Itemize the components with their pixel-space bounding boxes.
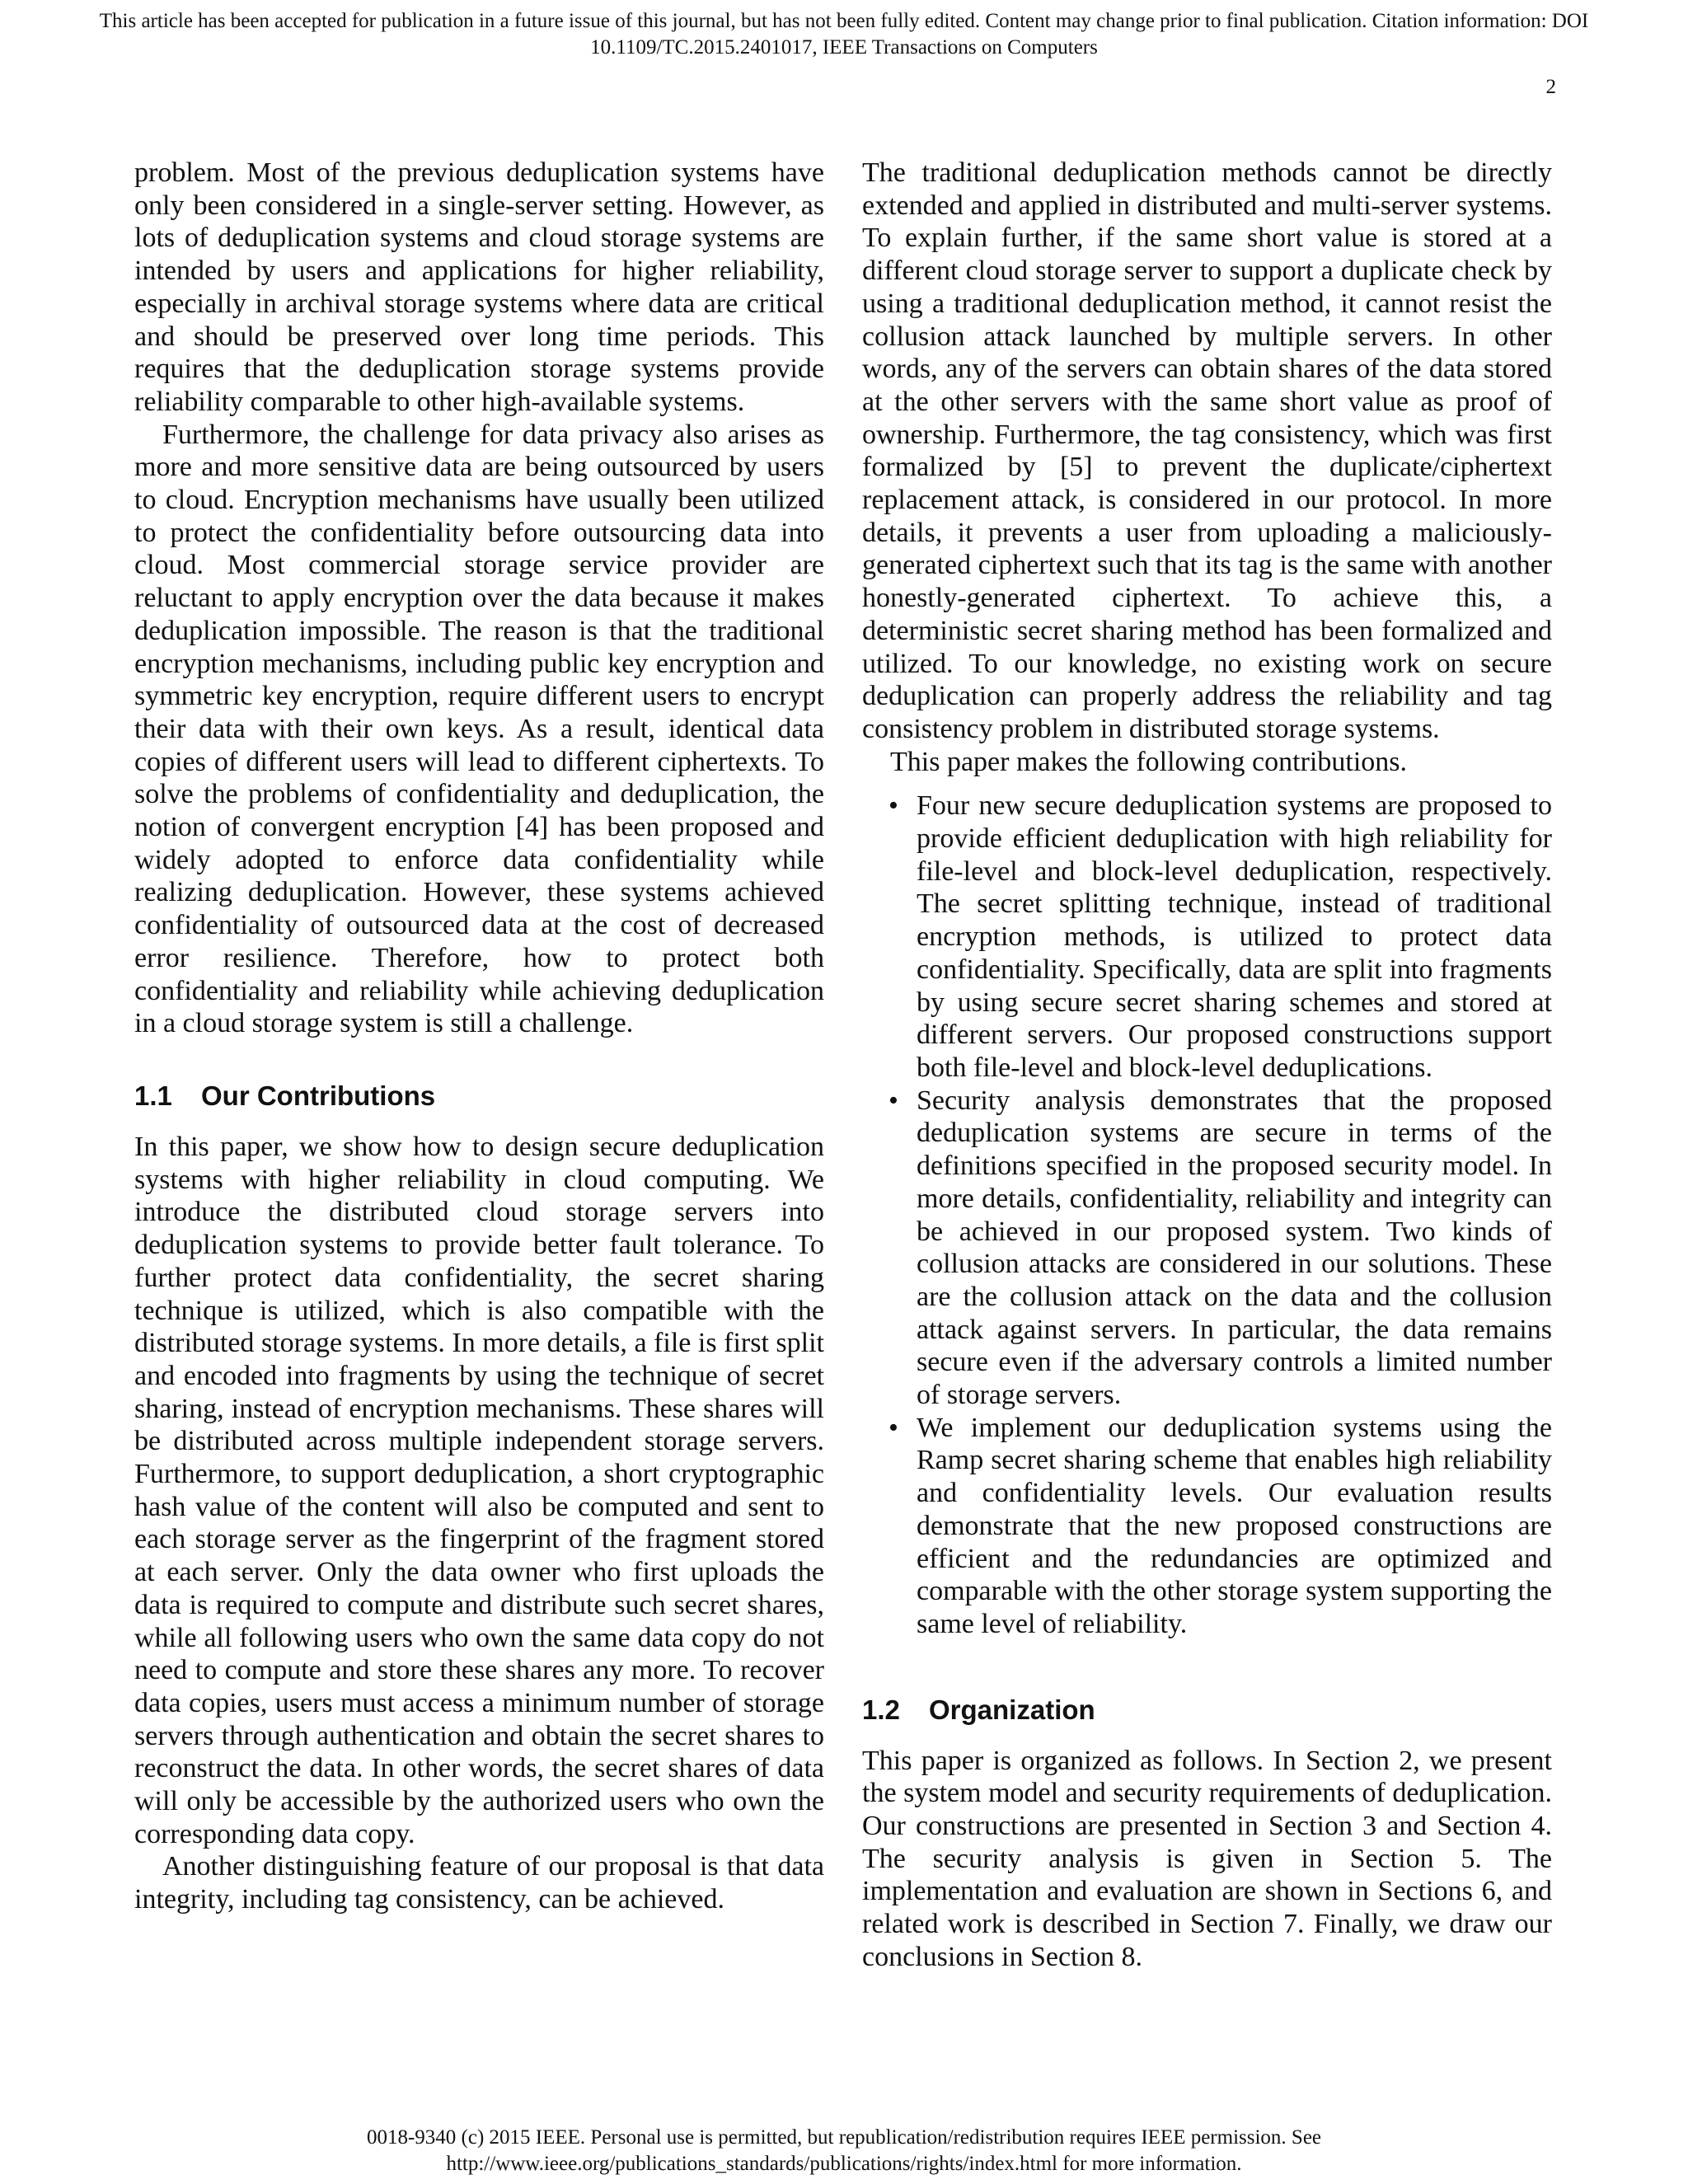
list-item: • We implement our deduplication systems using the Ramp secret sharing scheme that enables high reliability and confidentiality levels. Our evaluation results demonstrate that the new proposed constructions are efficient and the redundancies are optimized and comparable with the other storage system supporting the same level of reliability. xyxy=(917,1412,1552,1641)
section-title: Organization xyxy=(929,1694,1095,1725)
contributions-list xyxy=(862,790,1552,1640)
paragraph-organization: This paper is organized as follows. In Section 2, we present the system model and security requirements of deduplication. Our constructions are presented in Section 3 and Section 4. The security analysis is given in Section 5. The implementation and evaluation are shown in Sections 6, and related work is described in Section 7. Finally, we draw our conclusions in Section 8. xyxy=(862,1745,1552,1972)
section-title: Our Contributions xyxy=(201,1080,436,1111)
paragraph-integrity: Another distinguishing feature of our proposal is that data integrity, including tag consistency, can be achieved. xyxy=(134,1851,824,1915)
footer-url-line: http://www.ieee.org/publications_standards/publications/rights/index.html for more information. xyxy=(446,2153,1242,2175)
section-number: 1.1 xyxy=(134,1080,172,1111)
left-column xyxy=(134,157,824,1916)
paragraph-data-privacy: Furthermore, the challenge for data privacy also arises as more and more sensitive data are being outsourced by users to cloud. Encryption mechanisms have usually been utilized to protect the confidentiality before outsourcing data into cloud. Most commercial storage service provider are reluctant to apply encryption over the data because it makes deduplication impossible. The reason is that the traditional encryption mechanisms, including public key encryption and symmetric key encryption, require different users to encrypt their data with their own keys. As a result, identical data copies of different users will lead to different ciphertexts. To solve the problems of confidentiality and deduplication, the notion of convergent encryption [4] has been proposed and widely adopted to enforce data confidentiality while realizing deduplication. However, these systems achieved confidentiality of outsourced data at the cost of decreased error resilience. Therefore, how to protect both confidentiality and reliability while achieving deduplication in a cloud storage system is still a challenge. xyxy=(134,419,824,1039)
paragraph-contributions-intro: This paper makes the following contributions. xyxy=(890,746,1407,777)
list-item: • Security analysis demonstrates that the proposed deduplication systems are secure in terms of the definitions specified in the proposed security model. In more details, confidentiality, reliability and integrity can be achieved in our proposed system. Two kinds of collusion attacks are considered in our solutions. These are the collusion attack on the data and the collusion attack against servers. In particular, the data remains secure even if the adversary controls a limited number of storage servers. xyxy=(917,1085,1552,1412)
section-heading-organization xyxy=(862,1694,1552,1727)
paragraph-intro-continued: problem. Most of the previous deduplication systems have only been considered in a single-server setting. However, as lots of deduplication systems and cloud storage systems are intended by users and applications for higher reliability, especially in archival storage systems where data are critical and should be preserved over long time periods. This requires that the deduplication storage systems provide reliability comparable to other high-available systems. xyxy=(134,157,824,417)
right-column xyxy=(862,157,1552,1974)
header-citation-line: 10.1109/TC.2015.2401017, IEEE Transactions on Computers xyxy=(590,36,1098,59)
header-notice-line: This article has been accepted for publication in a future issue of this journal, but has not been fully edited. Content may change prior to final publication. Citation information: DOI xyxy=(99,10,1589,32)
footer-copyright-line: 0018-9340 (c) 2015 IEEE. Personal use is permitted, but republication/redistribution requires IEEE permission. See xyxy=(366,2126,1322,2149)
paragraph-traditional-methods: The traditional deduplication methods cannot be directly extended and applied in distributed and multi-server systems. To explain further, if the same short value is stored at a different cloud storage server to support a duplicate check by using a traditional deduplication method, it cannot resist the collusion attack launched by multiple servers. In other words, any of the servers can obtain shares of the data stored at the other servers with the same short value as proof of ownership. Furthermore, the tag consistency, which was first formalized by [5] to prevent the duplicate/ciphertext replacement attack, is considered in our protocol. In more details, it prevents a user from uploading a maliciously-generated ciphertext such that its tag is the same with another honestly-generated ciphertext. To achieve this, a deterministic secret sharing method has been formalized and utilized. To our knowledge, no existing work on secure deduplication can properly address the reliability and tag consistency problem in distributed storage systems. xyxy=(862,157,1552,744)
list-item: • Four new secure deduplication systems are proposed to provide efficient deduplication with high reliability for file-level and block-level deduplication, respectively. The secret splitting technique, instead of traditional encryption methods, is utilized to protect data confidentiality. Specifically, data are split into fragments by using secure secret sharing schemes and stored at different servers. Our proposed constructions support both file-level and block-level deduplications. xyxy=(917,790,1552,1084)
section-heading-contributions xyxy=(134,1080,824,1113)
section-number: 1.2 xyxy=(862,1694,900,1725)
journal-header xyxy=(0,8,1688,61)
paragraph-contributions-overview: In this paper, we show how to design secure deduplication systems with higher reliability in cloud computing. We introduce the distributed cloud storage servers into deduplication systems to provide better fault tolerance. To further protect data confidentiality, the secret sharing technique is utilized, which is also compatible with the distributed storage systems. In more details, a file is first split and encoded into fragments by using the technique of secret sharing, instead of encryption mechanisms. These shares will be distributed across multiple independent storage servers. Furthermore, to support deduplication, a short cryptographic hash value of the content will also be computed and sent to each storage server as the fingerprint of the fragment stored at each server. Only the data owner who first uploads the data is required to compute and distribute such secret shares, while all following users who own the same data copy do not need to compute and store these shares any more. To recover data copies, users must access a minimum number of storage servers through authentication and obtain the secret shares to reconstruct the data. In other words, the secret shares of data will only be accessible by the authorized users who own the corresponding data copy. xyxy=(134,1131,824,1849)
copyright-footer xyxy=(0,2125,1688,2177)
page-number: 2 xyxy=(1545,76,1556,98)
